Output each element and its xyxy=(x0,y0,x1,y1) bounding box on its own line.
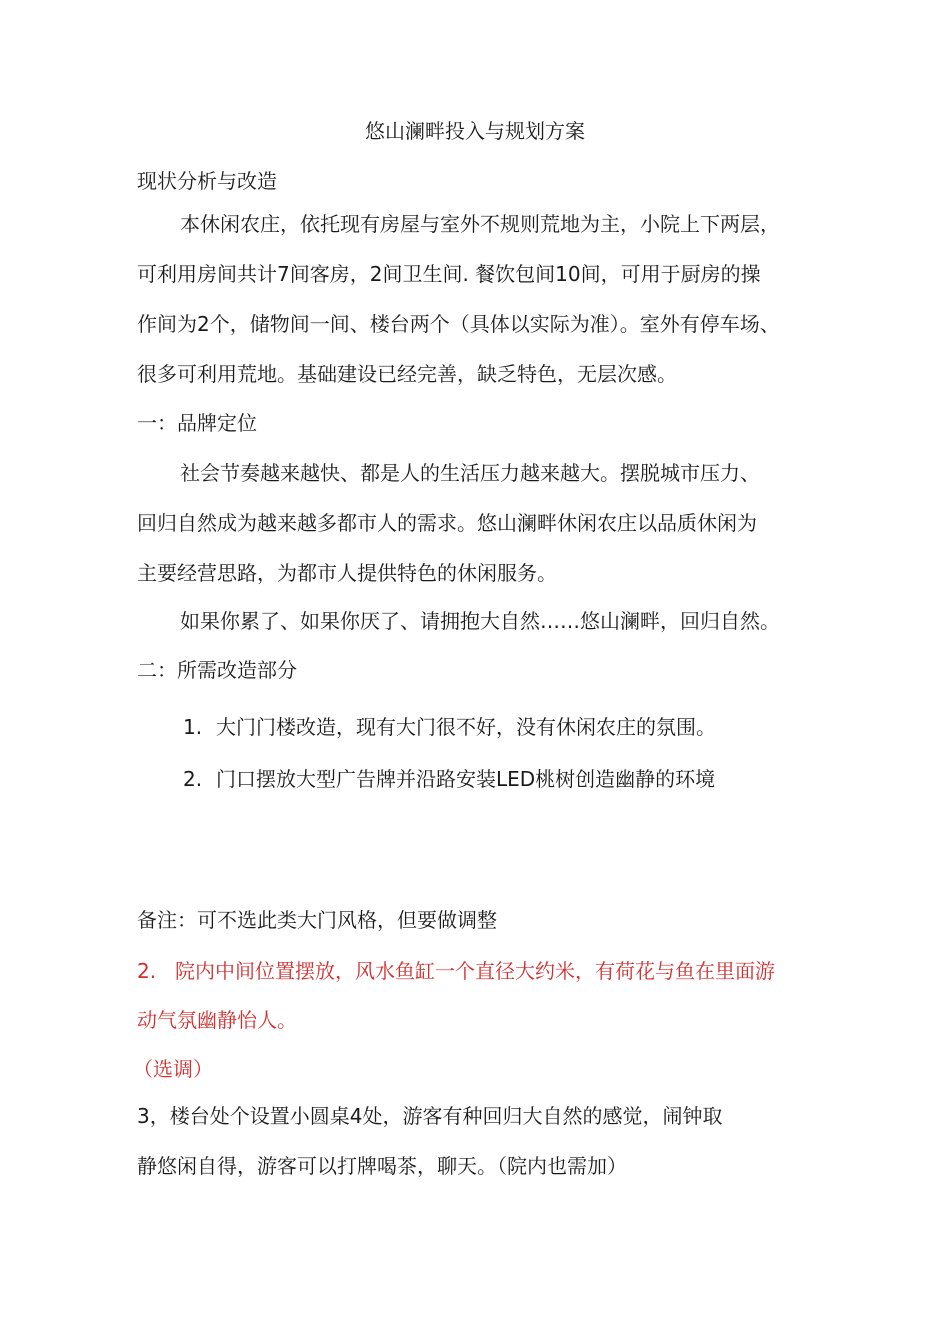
optional-tag: （选调） xyxy=(133,1057,213,1081)
section-status-heading: 现状分析与改造 xyxy=(137,169,277,193)
list-item-text: 门口摆放大型广告牌并沿路安装LED桃树创造幽静的环境 xyxy=(216,767,716,791)
list-item-number: 2. xyxy=(183,767,203,791)
status-paragraph-line: 作间为2个，储物间一间、楼台两个（具体以实际为准）。室外有停车场、 xyxy=(137,312,780,336)
red-item-continuation: 动气氛幽静怡人。 xyxy=(137,1008,297,1032)
section-renovation-heading: 二：所需改造部分 xyxy=(137,658,297,682)
item3-line: 静悠闲自得，游客可以打牌喝茶，聊天。（院内也需加） xyxy=(137,1154,627,1178)
brand-paragraph-line: 回归自然成为越来越多都市人的需求。悠山澜畔休闲农庄以品质休闲为 xyxy=(137,511,757,535)
list-item-number: 1. xyxy=(183,715,203,739)
red-item-number: 2. xyxy=(137,959,157,983)
status-paragraph-line: 本休闲农庄，依托现有房屋与室外不规则荒地为主，小院上下两层， xyxy=(180,212,780,236)
note-line: 备注：可不选此类大门风格，但要做调整 xyxy=(137,908,497,932)
status-paragraph-line: 很多可利用荒地。基础建设已经完善，缺乏特色，无层次感。 xyxy=(137,362,677,386)
list-item xyxy=(183,713,716,741)
brand-paragraph-line: 社会节奏越来越快、都是人的生活压力越来越大。摆脱城市压力、 xyxy=(180,461,760,485)
list-item-text: 大门门楼改造，现有大门很不好，没有休闲农庄的氛围。 xyxy=(216,715,716,739)
status-paragraph-line: 可利用房间共计7间客房，2间卫生间. 餐饮包间10间，可用于厨房的操 xyxy=(137,262,761,286)
red-item-text: 院内中间位置摆放，风水鱼缸一个直径大约米，有荷花与鱼在里面游 xyxy=(175,959,775,983)
document-title: 悠山澜畔投入与规划方案 xyxy=(365,119,585,143)
slogan-line: 如果你累了、如果你厌了、请拥抱大自然……悠山澜畔，回归自然。 xyxy=(180,609,780,633)
brand-paragraph-line: 主要经营思路，为都市人提供特色的休闲服务。 xyxy=(137,561,557,585)
list-item xyxy=(183,765,715,793)
red-item-line xyxy=(137,957,775,985)
item3-line: 3，楼台处个设置小圆桌4处，游客有种回归大自然的感觉，闹钟取 xyxy=(137,1104,723,1128)
section-brand-heading: 一：品牌定位 xyxy=(137,411,257,435)
